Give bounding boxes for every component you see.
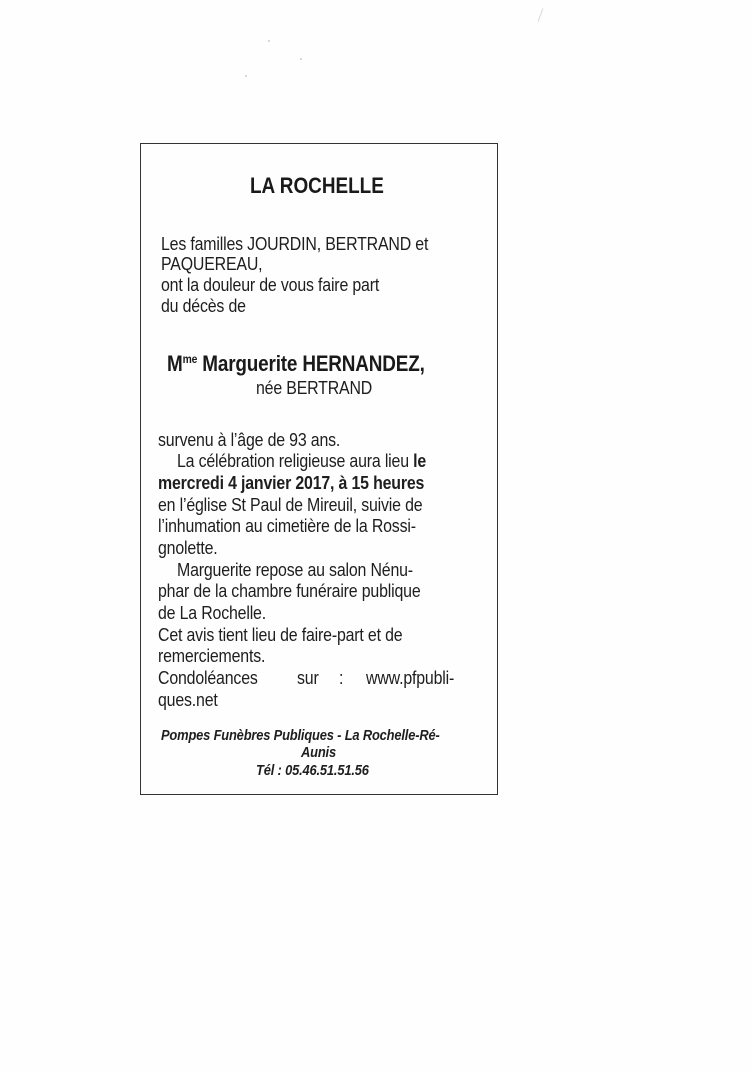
deceased-title: M [167, 351, 183, 376]
age-line: survenu à l’âge de 93 ans. [158, 429, 341, 450]
funeral-home-phone: Tél : 05.46.51.51.56 [256, 762, 369, 779]
funeral-home-name: Pompes Funèbres Publiques - La Rochelle-Ré- [161, 727, 440, 744]
rest-line: Marguerite repose au salon Nénu- [177, 559, 413, 580]
rest-line: phar de la chambre funéraire publique [158, 580, 421, 601]
scan-speck [268, 40, 270, 42]
deceased-name [167, 353, 425, 375]
funeral-home-name: Aunis [301, 744, 336, 761]
burial-line: l’inhumation au cimetière de la Rossi- [158, 515, 416, 536]
ceremony-text-bold: le [413, 450, 427, 471]
families-line: Les familles JOURDIN, BERTRAND et [161, 233, 429, 254]
ceremony-line [177, 450, 426, 472]
announcement-line: ont la douleur de vous faire part [161, 274, 380, 295]
maiden-name: née BERTRAND [256, 377, 373, 398]
condolences-url: www.pfpubli- [366, 667, 455, 688]
rest-line: de La Rochelle. [158, 602, 266, 623]
ceremony-date-line: mercredi 4 janvier 2017, à 15 heures [158, 472, 425, 493]
condolences-url: ques.net [158, 689, 218, 710]
church-line: en l’église St Paul de Mireuil, suivie de [158, 494, 423, 515]
burial-line: gnolette. [158, 537, 218, 558]
announcement-line: du décès de [161, 295, 246, 316]
notice-city-heading: LA ROCHELLE [250, 173, 384, 198]
deceased-full-name: Marguerite HERNANDEZ, [202, 351, 425, 376]
deceased-title-superscript: me [182, 352, 198, 366]
ceremony-text: La célébration religieuse aura lieu [177, 450, 409, 471]
condolences-colon: : [339, 667, 344, 688]
notice-statement-line: remerciements. [158, 645, 266, 666]
condolences-label: Condoléances [158, 667, 258, 688]
scan-speck [538, 8, 544, 21]
families-line: PAQUEREAU, [161, 253, 263, 274]
condolences-sur: sur [297, 667, 319, 688]
scan-speck [300, 58, 302, 60]
scan-speck [245, 75, 247, 77]
notice-statement-line: Cet avis tient lieu de faire-part et de [158, 624, 403, 645]
